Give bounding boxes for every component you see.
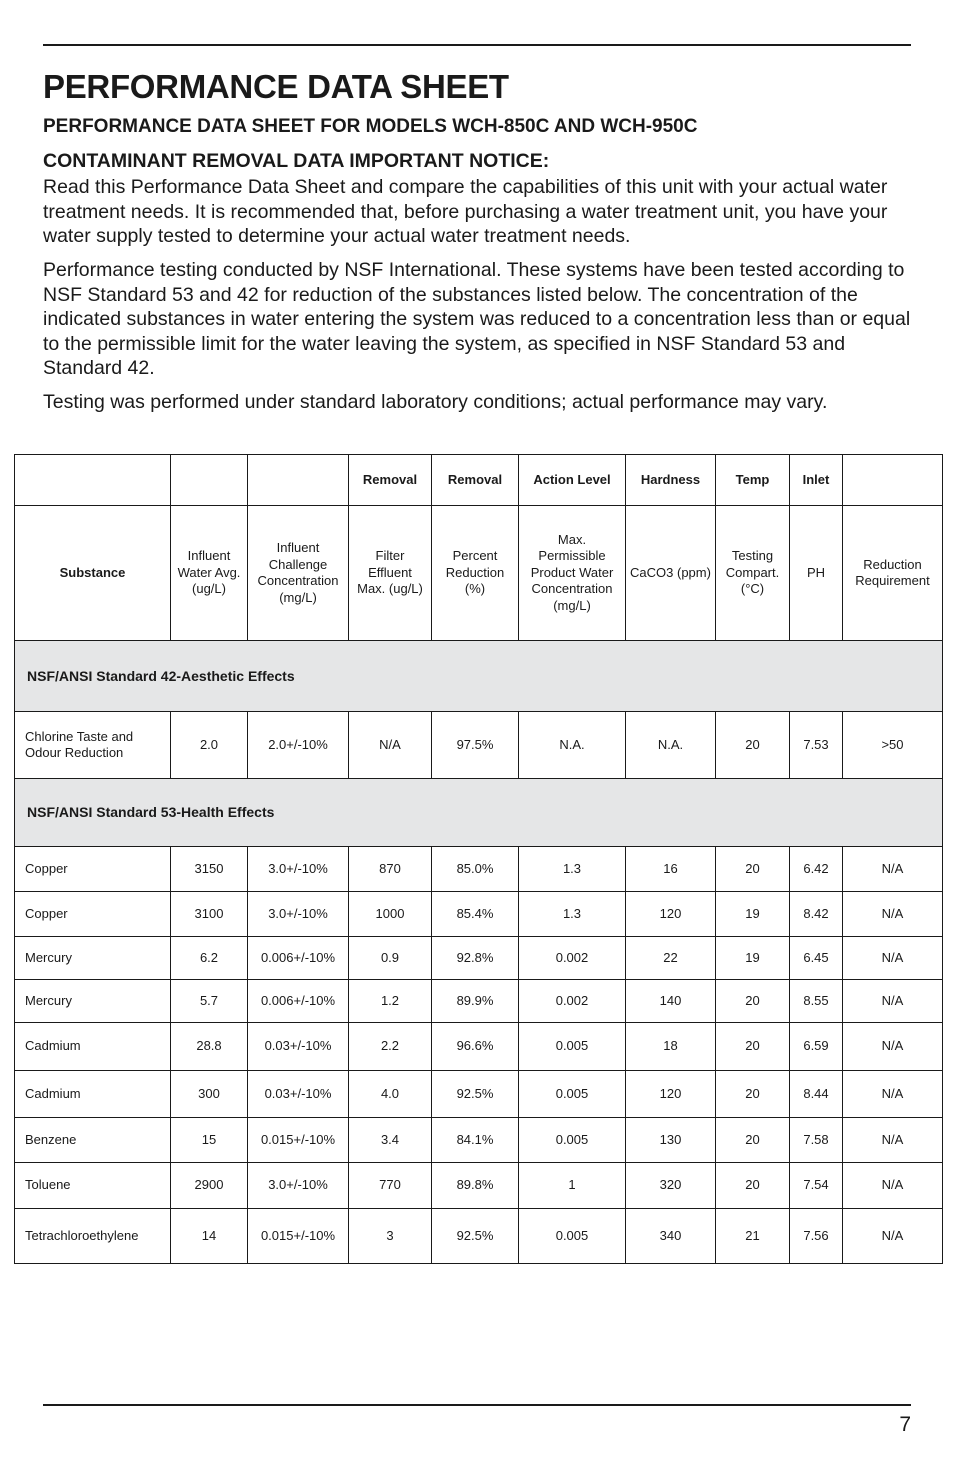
value-cell: 1.3 [519,892,626,937]
table-row [15,1163,943,1209]
value-cell: 18 [626,1023,716,1071]
value-cell: N/A [843,892,943,937]
value-cell: 7.53 [790,712,843,779]
value-cell: N/A [843,1163,943,1209]
value-cell: 20 [716,712,790,779]
table-row [15,1023,943,1071]
table-row [15,937,943,980]
top-rule [43,44,911,46]
header-sub-cell: PH [790,506,843,641]
value-cell: 0.002 [519,980,626,1023]
value-cell: 0.005 [519,1071,626,1118]
header-top-cell [15,455,171,506]
value-cell: 20 [716,1163,790,1209]
value-cell: N/A [843,1023,943,1071]
value-cell: N/A [843,980,943,1023]
testing-paragraph: Performance testing conducted by NSF International. These systems have been tested according to NSF Standard 53 and 42 for reduction of the substances listed below. The concentration of the indicated substances in water entering the system was reduced to a concentration less than or equal to the permissible limit for the water leaving the system, as specified in NSF Standard 53 and Standard 42. [43,259,911,379]
value-cell: 97.5% [432,712,519,779]
value-cell: 3.0+/-10% [248,892,349,937]
header-row-top [15,455,943,506]
header-row-sub [15,506,943,641]
value-cell: 21 [716,1209,790,1264]
conditions-paragraph: Testing was performed under standard laboratory conditions; actual performance may vary. [43,391,828,413]
substance-cell: Mercury [15,937,171,980]
value-cell: 8.42 [790,892,843,937]
value-cell: 0.005 [519,1209,626,1264]
value-cell: 3.0+/-10% [248,1163,349,1209]
value-cell: 0.015+/-10% [248,1209,349,1264]
value-cell: 8.44 [790,1071,843,1118]
header-top-cell [843,455,943,506]
value-cell: 92.5% [432,1209,519,1264]
substance-cell: Cadmium [15,1023,171,1071]
value-cell: 1 [519,1163,626,1209]
page-subtitle: PERFORMANCE DATA SHEET FOR MODELS WCH-850C AND WCH-950C [43,116,698,137]
value-cell: 7.56 [790,1209,843,1264]
value-cell: 0.9 [349,937,432,980]
value-cell: 0.03+/-10% [248,1071,349,1118]
substance-cell: Tetrachloroethylene [15,1209,171,1264]
section-title: NSF/ANSI Standard 42-Aesthetic Effects [15,641,943,712]
substance-cell: Copper [15,847,171,892]
header-sub-cell: Testing Compart. (°C) [716,506,790,641]
value-cell: N/A [843,847,943,892]
table-row [15,1118,943,1163]
value-cell: 870 [349,847,432,892]
header-top-cell [171,455,248,506]
value-cell: 1.3 [519,847,626,892]
value-cell: 96.6% [432,1023,519,1071]
value-cell: 89.9% [432,980,519,1023]
value-cell: 19 [716,892,790,937]
value-cell: 2900 [171,1163,248,1209]
value-cell: 320 [626,1163,716,1209]
value-cell: 3100 [171,892,248,937]
value-cell: 7.54 [790,1163,843,1209]
substance-cell: Chlorine Taste and Odour Reduction [15,712,171,779]
section-header-row [15,641,943,712]
substance-cell: Benzene [15,1118,171,1163]
value-cell: 6.59 [790,1023,843,1071]
header-sub-cell: Percent Reduction (%) [432,506,519,641]
value-cell: 8.55 [790,980,843,1023]
value-cell: 4.0 [349,1071,432,1118]
value-cell: 20 [716,1071,790,1118]
substance-cell: Copper [15,892,171,937]
value-cell: 3150 [171,847,248,892]
substance-cell: Toluene [15,1163,171,1209]
value-cell: 3.0+/-10% [248,847,349,892]
value-cell: N/A [843,937,943,980]
header-top-cell: Temp [716,455,790,506]
header-top-cell: Removal [432,455,519,506]
value-cell: N/A [843,1209,943,1264]
value-cell: 19 [716,937,790,980]
value-cell: 85.4% [432,892,519,937]
value-cell: 0.005 [519,1118,626,1163]
value-cell: 6.42 [790,847,843,892]
value-cell: 14 [171,1209,248,1264]
header-sub-cell: Filter Effluent Max. (ug/L) [349,506,432,641]
value-cell: 2.0+/-10% [248,712,349,779]
value-cell: 0.006+/-10% [248,980,349,1023]
value-cell: 1.2 [349,980,432,1023]
header-top-cell: Action Level [519,455,626,506]
header-sub-cell: Substance [15,506,171,641]
section-title: NSF/ANSI Standard 53-Health Effects [15,779,943,847]
performance-table [14,454,943,1264]
value-cell: 130 [626,1118,716,1163]
value-cell: 92.5% [432,1071,519,1118]
value-cell: 85.0% [432,847,519,892]
value-cell: 300 [171,1071,248,1118]
value-cell: N/A [843,1118,943,1163]
value-cell: 89.8% [432,1163,519,1209]
value-cell: 20 [716,847,790,892]
value-cell: 0.03+/-10% [248,1023,349,1071]
value-cell: N/A [349,712,432,779]
header-sub-cell: Reduction Requirement [843,506,943,641]
value-cell: 6.45 [790,937,843,980]
value-cell: 0.005 [519,1023,626,1071]
table-row [15,847,943,892]
table-row [15,892,943,937]
value-cell: N.A. [519,712,626,779]
value-cell: >50 [843,712,943,779]
value-cell: 28.8 [171,1023,248,1071]
value-cell: 3.4 [349,1118,432,1163]
header-sub-cell: Max. Permissible Product Water Concentration (mg/L) [519,506,626,641]
value-cell: N/A [843,1071,943,1118]
value-cell: 7.58 [790,1118,843,1163]
header-sub-cell: CaCO3 (ppm) [626,506,716,641]
value-cell: 20 [716,1118,790,1163]
intro-paragraph: Read this Performance Data Sheet and compare the capabilities of this unit with your actual water treatment needs. It is recommended that, before purchasing a water treatment unit, you have your water supply tested to determine your actual water treatment needs. [43,176,888,247]
value-cell: 2.2 [349,1023,432,1071]
notice-heading: CONTAMINANT REMOVAL DATA IMPORTANT NOTICE: [43,150,550,172]
value-cell: 6.2 [171,937,248,980]
value-cell: 15 [171,1118,248,1163]
value-cell: 140 [626,980,716,1023]
value-cell: 0.006+/-10% [248,937,349,980]
page-number: 7 [899,1413,911,1436]
value-cell: 0.002 [519,937,626,980]
value-cell: N.A. [626,712,716,779]
value-cell: 20 [716,980,790,1023]
value-cell: 84.1% [432,1118,519,1163]
section-header-row [15,779,943,847]
value-cell: 340 [626,1209,716,1264]
value-cell: 22 [626,937,716,980]
table-row [15,1209,943,1264]
value-cell: 92.8% [432,937,519,980]
value-cell: 120 [626,1071,716,1118]
substance-cell: Mercury [15,980,171,1023]
bottom-rule [43,1404,911,1406]
value-cell: 770 [349,1163,432,1209]
header-top-cell: Inlet [790,455,843,506]
value-cell: 20 [716,1023,790,1071]
header-top-cell: Hardness [626,455,716,506]
page-title: PERFORMANCE DATA SHEET [43,68,509,105]
header-sub-cell: Influent Challenge Concentration (mg/L) [248,506,349,641]
table-row [15,980,943,1023]
value-cell: 120 [626,892,716,937]
value-cell: 1000 [349,892,432,937]
header-top-cell [248,455,349,506]
value-cell: 5.7 [171,980,248,1023]
table-row [15,712,943,779]
header-top-cell: Removal [349,455,432,506]
value-cell: 0.015+/-10% [248,1118,349,1163]
table-row [15,1071,943,1118]
value-cell: 16 [626,847,716,892]
value-cell: 3 [349,1209,432,1264]
value-cell: 2.0 [171,712,248,779]
header-sub-cell: Influent Water Avg. (ug/L) [171,506,248,641]
substance-cell: Cadmium [15,1071,171,1118]
